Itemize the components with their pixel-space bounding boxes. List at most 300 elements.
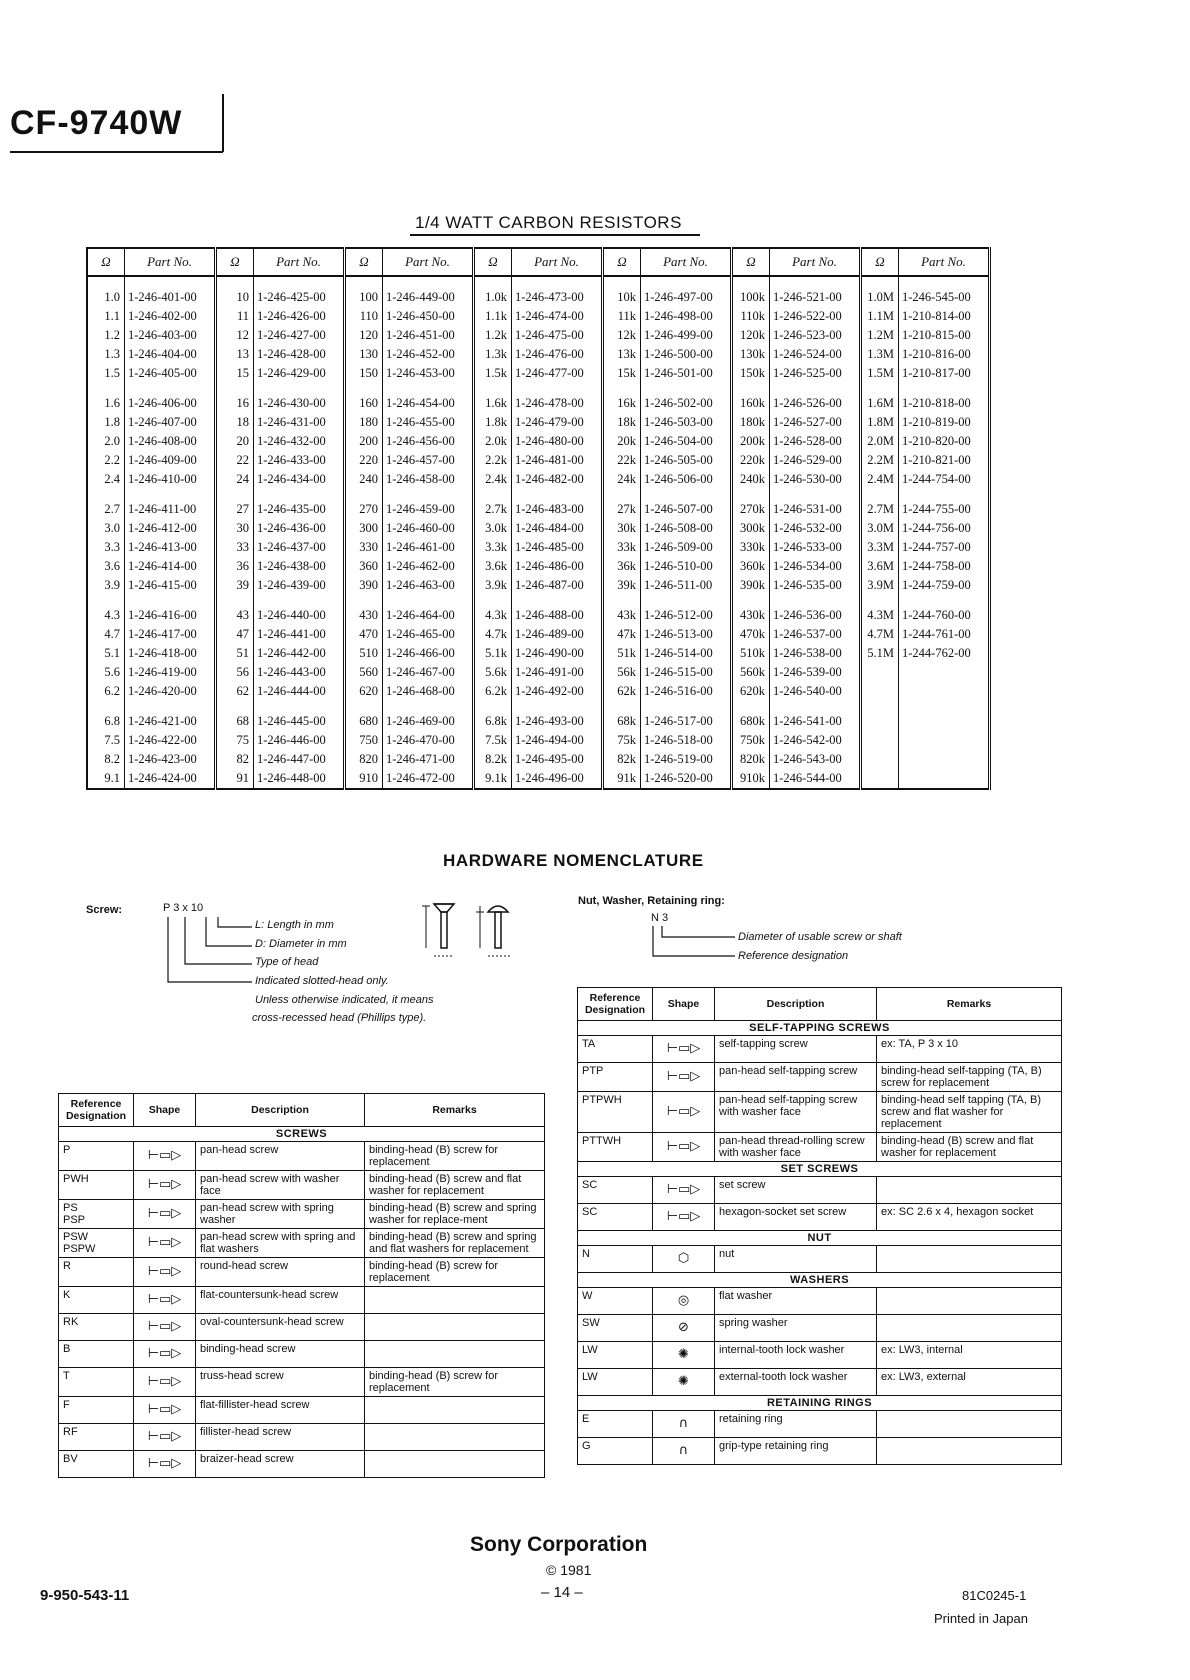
- resistance-value-cell: 160k: [732, 394, 770, 413]
- part-number-cell: 1-246-455-00: [383, 413, 474, 432]
- ref-designation-cell: BV: [59, 1451, 134, 1478]
- shape-cell: [653, 1133, 715, 1162]
- ohm-column-header: Ω: [861, 248, 899, 276]
- part-number-cell: 1-246-524-00: [770, 345, 861, 364]
- part-number-cell: 1-246-476-00: [512, 345, 603, 364]
- resistance-value-cell: 20: [216, 432, 254, 451]
- part-number-cell: [899, 750, 990, 769]
- resistance-value-cell: 5.1M: [861, 644, 899, 663]
- resistance-value-cell: 180k: [732, 413, 770, 432]
- part-number-cell: 1-246-495-00: [512, 750, 603, 769]
- hardware-row: [578, 1036, 1062, 1063]
- part-number-cell: 1-246-541-00: [770, 712, 861, 731]
- resistance-value-cell: 4.3M: [861, 606, 899, 625]
- hardware-row: [59, 1229, 545, 1258]
- hardware-row: [59, 1314, 545, 1341]
- part-number-cell: 1-246-499-00: [641, 326, 732, 345]
- shape-cell: [134, 1287, 196, 1314]
- resistance-value-cell: 51: [216, 644, 254, 663]
- ref-designation-cell: F: [59, 1397, 134, 1424]
- p-shape-icon: ⊢▭▷: [147, 1148, 182, 1163]
- resistance-value-cell: 360: [345, 557, 383, 576]
- pwh-shape-icon: ⊢▭▷: [147, 1177, 182, 1192]
- hardware-row: [59, 1200, 545, 1229]
- ref-designation-cell: TA: [578, 1036, 653, 1063]
- part-number-cell: [899, 769, 990, 789]
- row-group-gap: [87, 276, 990, 288]
- ref-designation-cell: N: [578, 1246, 653, 1273]
- resistance-value-cell: 430k: [732, 606, 770, 625]
- hardware-row: [578, 1133, 1062, 1162]
- resistance-value-cell: 470: [345, 625, 383, 644]
- part-number-cell: 1-246-469-00: [383, 712, 474, 731]
- resistor-row: [87, 576, 990, 595]
- shape-cell: [653, 1036, 715, 1063]
- part-number-cell: 1-246-457-00: [383, 451, 474, 470]
- description-cell: retaining ring: [715, 1411, 877, 1438]
- resistance-value-cell: 560: [345, 663, 383, 682]
- screw-note-2: cross-recessed head (Phillips type).: [252, 1012, 427, 1024]
- ref-designation-cell: SC: [578, 1204, 653, 1231]
- ref-designation-cell: PS PSP: [59, 1200, 134, 1229]
- ref-designation-cell: SC: [578, 1177, 653, 1204]
- resistor-row: [87, 663, 990, 682]
- shape-cell: [653, 1177, 715, 1204]
- part-number-cell: 1-246-413-00: [125, 538, 216, 557]
- description-cell: hexagon-socket set screw: [715, 1204, 877, 1231]
- resistance-value-cell: 200: [345, 432, 383, 451]
- part-number-cell: 1-246-403-00: [125, 326, 216, 345]
- description-cell: pan-head self-tapping screw: [715, 1063, 877, 1092]
- description-cell: flat washer: [715, 1288, 877, 1315]
- resistance-value-cell: 18: [216, 413, 254, 432]
- resistance-value-cell: 910k: [732, 769, 770, 789]
- resistance-value-cell: 270k: [732, 500, 770, 519]
- resistance-value-cell: 5.6: [87, 663, 125, 682]
- part-number-cell: 1-246-418-00: [125, 644, 216, 663]
- row-group-gap: [87, 701, 990, 712]
- part-number-cell: 1-246-479-00: [512, 413, 603, 432]
- part-number-cell: 1-246-460-00: [383, 519, 474, 538]
- resistance-value-cell: 4.3k: [474, 606, 512, 625]
- resistance-value-cell: 7.5: [87, 731, 125, 750]
- part-number-cell: 1-210-816-00: [899, 345, 990, 364]
- resistance-value-cell: 3.3k: [474, 538, 512, 557]
- hardware-row: [578, 1092, 1062, 1133]
- resistor-row: [87, 557, 990, 576]
- ref-designation-cell: E: [578, 1411, 653, 1438]
- part-number-cell: 1-246-487-00: [512, 576, 603, 595]
- remarks-header: Remarks: [877, 988, 1062, 1021]
- resistance-value-cell: 510: [345, 644, 383, 663]
- resistance-value-cell: 220k: [732, 451, 770, 470]
- part-number-cell: 1-246-438-00: [254, 557, 345, 576]
- resistance-value-cell: 43: [216, 606, 254, 625]
- model-title-underline: [10, 151, 223, 153]
- part-number-cell: 1-246-504-00: [641, 432, 732, 451]
- remarks-cell: [877, 1411, 1062, 1438]
- resistor-row: [87, 307, 990, 326]
- screw-dimension-diagram: [420, 900, 530, 962]
- description-cell: flat-fillister-head screw: [196, 1397, 365, 1424]
- resistance-value-cell: 680k: [732, 712, 770, 731]
- resistance-value-cell: 510k: [732, 644, 770, 663]
- sw-shape-icon: ⊘: [678, 1320, 689, 1335]
- resistance-value-cell: 3.3: [87, 538, 125, 557]
- part-number-cell: 1-246-401-00: [125, 288, 216, 307]
- resistance-value-cell: 43k: [603, 606, 641, 625]
- resistance-value-cell: 1.3k: [474, 345, 512, 364]
- shape-cell: [134, 1229, 196, 1258]
- resistor-row: [87, 288, 990, 307]
- hardware-row: [578, 1063, 1062, 1092]
- part-number-cell: 1-246-498-00: [641, 307, 732, 326]
- description-cell: pan-head screw: [196, 1142, 365, 1171]
- part-number-cell: 1-246-523-00: [770, 326, 861, 345]
- resistance-value-cell: 200k: [732, 432, 770, 451]
- part-number-cell: 1-246-472-00: [383, 769, 474, 789]
- part-number-cell: [899, 663, 990, 682]
- part-number-cell: 1-246-423-00: [125, 750, 216, 769]
- resistor-title-underline: [410, 234, 700, 236]
- resistance-value-cell: 330: [345, 538, 383, 557]
- hardware-row: [578, 1342, 1062, 1369]
- resistance-value-cell: 8.2k: [474, 750, 512, 769]
- hardware-row: [578, 1438, 1062, 1465]
- remarks-cell: binding-head (B) screw and spring and flat washers for replacement: [365, 1229, 545, 1258]
- description-header: Description: [196, 1094, 365, 1127]
- screws-table-header: [59, 1094, 545, 1127]
- part-number-cell: 1-246-416-00: [125, 606, 216, 625]
- shape-cell: [134, 1368, 196, 1397]
- resistance-value-cell: 20k: [603, 432, 641, 451]
- part-number-cell: 1-244-761-00: [899, 625, 990, 644]
- shape-cell: [653, 1369, 715, 1396]
- resistor-row: [87, 606, 990, 625]
- part-number-cell: 1-210-814-00: [899, 307, 990, 326]
- pttwh-shape-icon: ⊢▭▷: [666, 1139, 701, 1154]
- row-group-gap: [87, 383, 990, 394]
- resistance-value-cell: 1.1k: [474, 307, 512, 326]
- resistance-value-cell: 910: [345, 769, 383, 789]
- part-number-cell: 1-210-819-00: [899, 413, 990, 432]
- part-number-cell: 1-246-526-00: [770, 394, 861, 413]
- part-number-cell: 1-246-447-00: [254, 750, 345, 769]
- resistance-value-cell: 6.2: [87, 682, 125, 701]
- part-number-cell: 1-246-443-00: [254, 663, 345, 682]
- hardware-row: [59, 1142, 545, 1171]
- part-no-column-header: Part No.: [383, 248, 474, 276]
- part-number-cell: 1-246-424-00: [125, 769, 216, 789]
- ref-designation-cell: PTTWH: [578, 1133, 653, 1162]
- screw-legend-slotted: Indicated slotted-head only.: [255, 975, 389, 987]
- part-number-cell: 1-246-464-00: [383, 606, 474, 625]
- part-number-cell: 1-210-818-00: [899, 394, 990, 413]
- resistance-value-cell: 56: [216, 663, 254, 682]
- part-number-cell: 1-246-444-00: [254, 682, 345, 701]
- resistance-value-cell: 22: [216, 451, 254, 470]
- ta-shape-icon: ⊢▭▷: [666, 1041, 701, 1056]
- resistor-row: [87, 470, 990, 489]
- resistance-value-cell: 15k: [603, 364, 641, 383]
- part-number-cell: 1-246-543-00: [770, 750, 861, 769]
- ref-designation-cell: PSW PSPW: [59, 1229, 134, 1258]
- part-number-cell: 1-246-513-00: [641, 625, 732, 644]
- remarks-cell: ex: LW3, external: [877, 1369, 1062, 1396]
- resistance-value-cell: 4.3: [87, 606, 125, 625]
- n-shape-icon: ⬡: [677, 1251, 690, 1266]
- part-number-cell: 1-246-417-00: [125, 625, 216, 644]
- resistance-value-cell: 6.2k: [474, 682, 512, 701]
- part-no-column-header: Part No.: [641, 248, 732, 276]
- part-number-cell: 1-246-496-00: [512, 769, 603, 789]
- resistance-value-cell: 150: [345, 364, 383, 383]
- part-number-cell: 1-246-544-00: [770, 769, 861, 789]
- ref-designation-cell: W: [578, 1288, 653, 1315]
- part-number-cell: 1-246-525-00: [770, 364, 861, 383]
- shape-cell: [134, 1397, 196, 1424]
- part-number-cell: 1-246-503-00: [641, 413, 732, 432]
- resistance-value-cell: 1.2: [87, 326, 125, 345]
- shape-header: Shape: [134, 1094, 196, 1127]
- resistance-value-cell: 1.2k: [474, 326, 512, 345]
- part-number-cell: 1-246-493-00: [512, 712, 603, 731]
- resistance-value-cell: 1.1M: [861, 307, 899, 326]
- ohm-column-header: Ω: [732, 248, 770, 276]
- ref-designation-cell: RF: [59, 1424, 134, 1451]
- screw-code: P 3 x 10: [163, 902, 204, 914]
- e-shape-icon: ∩: [678, 1416, 689, 1431]
- resistance-value-cell: 16: [216, 394, 254, 413]
- shape-cell: [134, 1314, 196, 1341]
- ref-designation-cell: PTPWH: [578, 1092, 653, 1133]
- resistor-row: [87, 451, 990, 470]
- resistance-value-cell: 22k: [603, 451, 641, 470]
- ref-designation-cell: P: [59, 1142, 134, 1171]
- resistance-value-cell: 12k: [603, 326, 641, 345]
- part-no-column-header: Part No.: [899, 248, 990, 276]
- part-number-cell: 1-246-488-00: [512, 606, 603, 625]
- description-cell: fillister-head screw: [196, 1424, 365, 1451]
- resistance-value-cell: 1.6: [87, 394, 125, 413]
- part-number-cell: 1-246-491-00: [512, 663, 603, 682]
- part-number-cell: 1-244-754-00: [899, 470, 990, 489]
- part-number-cell: 1-210-815-00: [899, 326, 990, 345]
- resistance-value-cell: 2.7M: [861, 500, 899, 519]
- screw-legend-length: L: Length in mm: [255, 919, 334, 931]
- footer-print-code: 81C0245-1: [962, 1588, 1027, 1603]
- resistance-value-cell: 110k: [732, 307, 770, 326]
- resistance-value-cell: 39k: [603, 576, 641, 595]
- resistance-value-cell: 390k: [732, 576, 770, 595]
- screw-legend-brackets: [160, 915, 260, 985]
- part-number-cell: 1-246-486-00: [512, 557, 603, 576]
- part-number-cell: [899, 682, 990, 701]
- shape-cell: [134, 1171, 196, 1200]
- resistance-value-cell: 7.5k: [474, 731, 512, 750]
- part-number-cell: 1-246-485-00: [512, 538, 603, 557]
- resistance-value-cell: 82: [216, 750, 254, 769]
- section-row: [578, 1273, 1062, 1288]
- row-group-gap: [87, 595, 990, 606]
- part-number-cell: 1-246-411-00: [125, 500, 216, 519]
- shape-cell: [134, 1341, 196, 1368]
- resistance-value-cell: 1.5M: [861, 364, 899, 383]
- resistance-value-cell: 62: [216, 682, 254, 701]
- part-number-cell: 1-244-759-00: [899, 576, 990, 595]
- hardware-row: [59, 1171, 545, 1200]
- shape-cell: [653, 1246, 715, 1273]
- description-cell: pan-head screw with spring washer: [196, 1200, 365, 1229]
- resistance-value-cell: 1.5k: [474, 364, 512, 383]
- bv-shape-icon: ⊢▭▷: [147, 1456, 182, 1471]
- ref-designation-cell: RK: [59, 1314, 134, 1341]
- part-number-cell: 1-244-762-00: [899, 644, 990, 663]
- psw-pspw-shape-icon: ⊢▭▷: [147, 1235, 182, 1250]
- footer-document-number: 9-950-543-11: [40, 1587, 130, 1604]
- part-number-cell: 1-246-494-00: [512, 731, 603, 750]
- resistance-value-cell: 68k: [603, 712, 641, 731]
- part-number-cell: [899, 731, 990, 750]
- resistance-value-cell: 27: [216, 500, 254, 519]
- resistor-row: [87, 644, 990, 663]
- part-number-cell: 1-246-471-00: [383, 750, 474, 769]
- part-number-cell: 1-210-820-00: [899, 432, 990, 451]
- resistance-value-cell: [861, 750, 899, 769]
- ohm-column-header: Ω: [87, 248, 125, 276]
- resistor-row: [87, 394, 990, 413]
- resistance-value-cell: 1.1: [87, 307, 125, 326]
- ref-designation-cell: LW: [578, 1369, 653, 1396]
- t-shape-icon: ⊢▭▷: [147, 1374, 182, 1389]
- resistance-value-cell: 5.6k: [474, 663, 512, 682]
- resistance-value-cell: 620k: [732, 682, 770, 701]
- resistance-value-cell: 13: [216, 345, 254, 364]
- resistance-value-cell: 30k: [603, 519, 641, 538]
- part-number-cell: 1-246-466-00: [383, 644, 474, 663]
- resistance-value-cell: 36: [216, 557, 254, 576]
- part-number-cell: 1-246-414-00: [125, 557, 216, 576]
- resistance-value-cell: 2.7: [87, 500, 125, 519]
- part-number-cell: 1-246-531-00: [770, 500, 861, 519]
- part-number-cell: 1-246-434-00: [254, 470, 345, 489]
- hardware-row: [578, 1177, 1062, 1204]
- model-title: CF-9740W: [10, 104, 183, 142]
- part-number-cell: 1-246-480-00: [512, 432, 603, 451]
- part-number-cell: 1-246-534-00: [770, 557, 861, 576]
- ohm-column-header: Ω: [474, 248, 512, 276]
- part-no-column-header: Part No.: [512, 248, 603, 276]
- model-title-rule: [222, 94, 224, 152]
- part-number-cell: 1-246-461-00: [383, 538, 474, 557]
- shape-header: Shape: [653, 988, 715, 1021]
- resistance-value-cell: 300k: [732, 519, 770, 538]
- resistor-row: [87, 500, 990, 519]
- part-number-cell: 1-246-421-00: [125, 712, 216, 731]
- shape-cell: [653, 1204, 715, 1231]
- part-number-cell: 1-244-760-00: [899, 606, 990, 625]
- resistance-value-cell: 2.7k: [474, 500, 512, 519]
- part-number-cell: 1-246-507-00: [641, 500, 732, 519]
- part-number-cell: 1-246-426-00: [254, 307, 345, 326]
- resistance-value-cell: 2.4k: [474, 470, 512, 489]
- resistor-row: [87, 750, 990, 769]
- part-number-cell: 1-246-478-00: [512, 394, 603, 413]
- resistance-value-cell: 51k: [603, 644, 641, 663]
- section-title: SET SCREWS: [578, 1162, 1062, 1177]
- resistance-value-cell: 120: [345, 326, 383, 345]
- remarks-cell: [365, 1397, 545, 1424]
- resistance-value-cell: 16k: [603, 394, 641, 413]
- part-number-cell: 1-246-475-00: [512, 326, 603, 345]
- resistor-table-header: [87, 248, 990, 276]
- resistance-value-cell: 12: [216, 326, 254, 345]
- section-row: [578, 1162, 1062, 1177]
- resistance-value-cell: 180: [345, 413, 383, 432]
- remarks-cell: [365, 1451, 545, 1478]
- resistance-value-cell: 3.3M: [861, 538, 899, 557]
- resistance-value-cell: 1.3: [87, 345, 125, 364]
- remarks-cell: binding-head self tapping (TA, B) screw and flat washer for replacement: [877, 1092, 1062, 1133]
- part-number-cell: 1-246-481-00: [512, 451, 603, 470]
- shape-cell: [134, 1200, 196, 1229]
- resistance-value-cell: 82k: [603, 750, 641, 769]
- remarks-cell: binding-head (B) screw and spring washer for replace-ment: [365, 1200, 545, 1229]
- part-number-cell: 1-246-470-00: [383, 731, 474, 750]
- part-number-cell: 1-246-512-00: [641, 606, 732, 625]
- remarks-header: Remarks: [365, 1094, 545, 1127]
- resistance-value-cell: 62k: [603, 682, 641, 701]
- remarks-cell: binding-head (B) screw for replacement: [365, 1258, 545, 1287]
- part-number-cell: 1-246-452-00: [383, 345, 474, 364]
- ptpwh-shape-icon: ⊢▭▷: [666, 1104, 701, 1119]
- description-cell: self-tapping screw: [715, 1036, 877, 1063]
- resistance-value-cell: 24: [216, 470, 254, 489]
- resistance-value-cell: 91: [216, 769, 254, 789]
- shape-cell: [134, 1424, 196, 1451]
- part-number-cell: 1-246-506-00: [641, 470, 732, 489]
- ref-designation-header: Reference Designation: [59, 1094, 134, 1127]
- resistor-row: [87, 519, 990, 538]
- part-number-cell: 1-210-817-00: [899, 364, 990, 383]
- shape-cell: [134, 1258, 196, 1287]
- section-title: SELF-TAPPING SCREWS: [578, 1021, 1062, 1036]
- part-number-cell: 1-246-521-00: [770, 288, 861, 307]
- part-number-cell: 1-246-458-00: [383, 470, 474, 489]
- resistance-value-cell: 33k: [603, 538, 641, 557]
- shape-cell: [134, 1142, 196, 1171]
- resistance-value-cell: 39: [216, 576, 254, 595]
- resistance-value-cell: 36k: [603, 557, 641, 576]
- resistance-value-cell: 120k: [732, 326, 770, 345]
- shape-cell: [653, 1288, 715, 1315]
- part-number-cell: 1-246-522-00: [770, 307, 861, 326]
- shape-cell: [653, 1092, 715, 1133]
- part-number-cell: [899, 712, 990, 731]
- ref-designation-header: Reference Designation: [578, 988, 653, 1021]
- description-cell: set screw: [715, 1177, 877, 1204]
- resistance-value-cell: 240: [345, 470, 383, 489]
- part-number-cell: 1-246-436-00: [254, 519, 345, 538]
- resistance-value-cell: [861, 663, 899, 682]
- resistance-value-cell: 2.4M: [861, 470, 899, 489]
- part-number-cell: 1-246-437-00: [254, 538, 345, 557]
- resistance-value-cell: 3.9: [87, 576, 125, 595]
- resistor-row: [87, 345, 990, 364]
- remarks-cell: [877, 1438, 1062, 1465]
- part-number-cell: 1-246-405-00: [125, 364, 216, 383]
- screw-note-1: Unless otherwise indicated, it means: [255, 994, 434, 1006]
